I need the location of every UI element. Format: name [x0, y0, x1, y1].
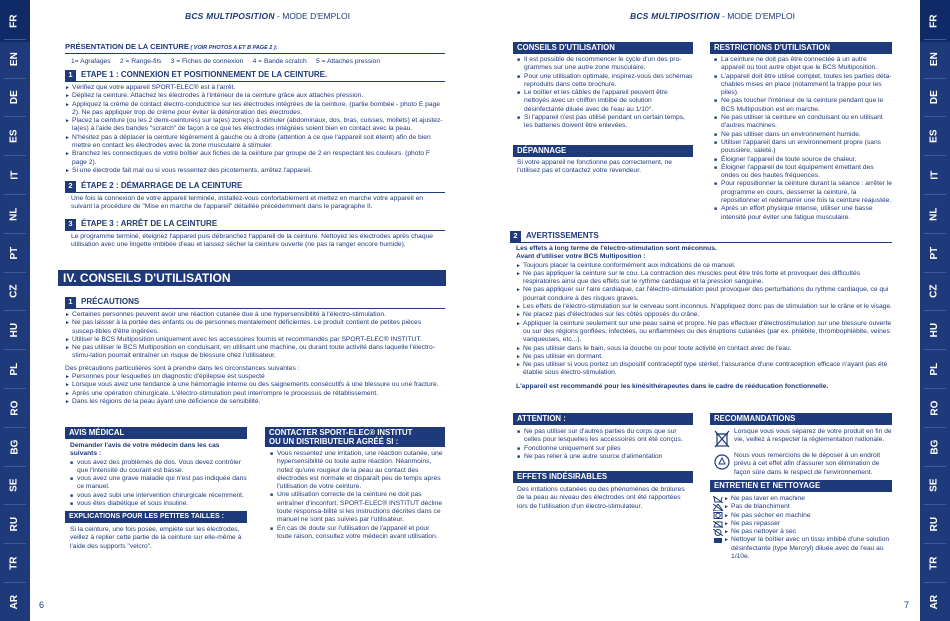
language-tab-label: PL [8, 362, 20, 376]
tab-divider [924, 116, 946, 117]
language-tab-ar[interactable] [0, 582, 30, 621]
tab-divider [4, 233, 26, 234]
language-tab-cz[interactable] [0, 272, 30, 312]
attention-list [513, 428, 693, 461]
tab-divider [924, 155, 946, 156]
list-item: ► Toujours placer la ceinture conformément aux indications de ce manuel. [516, 262, 892, 270]
list-item: ■ Après un effort physique intense, utiliser une basse intensité pour éviter une fatigue musculaire. [714, 205, 892, 222]
list-item: ■ Si l'appareil n'est pas utilisé pendant un certain temps, les batteries doivent être enlevées. [517, 114, 693, 131]
language-tab-label: DE [8, 90, 20, 105]
list-item: ■ Le boîtier et les câbles de l'appareil peuvent être nettoyés avec un chiffon imbibé de solution désinfectante diluée avec de l'eau au 1/10°. [517, 89, 693, 114]
language-tab-label: FR [928, 14, 940, 28]
step2-section [65, 181, 445, 212]
tab-divider [924, 194, 946, 195]
avertissements-section [510, 231, 892, 391]
list-item: ► Nettoyer le boîtier avec un tissu imbibé d'une solution désinfectante (type Mercryl) diluée avec de l'eau au 1/10e. [724, 536, 892, 561]
list-item: ■ vous avez une grave maladie qui n'est pas indiquée dans ce manuel. [70, 475, 247, 492]
step3-text: Le programme terminé, éteignez l'appareil puis débranchez l'appareil de la ceinture. Nettoyez les électrodes après chaque utilisation avec une lingette imbibée d'eau et laissez sécher la ceinture ouverte (ne pas la ranger encore humide). [71, 233, 434, 249]
list-item: ► Appliquez la crème de contact électro-conductrice sur les électrodes intégrées de la ceinture. (partie bombée - photo E page 2). Ne pas appliquer trop de crème pour éviter la détérioration des électrodes. [65, 101, 445, 118]
avertissements-lead-1: Les effets à long terme de l'électro-stimulation sont méconnus. [516, 245, 717, 252]
effets-text: Des irritations cutanées ou des phénomènes de brûlures de la peau au niveau des électrodes ont été rapportées lors de l'utilisation d'un électro-stimulateur. [517, 486, 685, 510]
list-item: ► Pas de blanchiment [724, 503, 892, 511]
tab-divider [924, 233, 946, 234]
language-tab-label: AR [928, 594, 940, 610]
language-tab-label: SE [8, 478, 20, 493]
list-item: ► Ne pas laver en machine [724, 495, 892, 503]
entretien-title: ENTRETIEN ET NETTOYAGE [710, 480, 892, 492]
presentation-section [65, 42, 445, 66]
step1-list [65, 84, 445, 175]
tab-divider [924, 39, 946, 40]
page-header-right: BCS MULTIPOSITION - MODE D'EMPLOI [630, 11, 795, 21]
list-item: ► Utiliser le BCS Multiposition uniquement avec les accessoires fournis et recommandés par SPORT-ELEC® INSTITUT. [65, 336, 445, 344]
tab-divider [924, 388, 946, 389]
tab-divider [4, 388, 26, 389]
conseils-title: CONSEILS D'UTILISATION [513, 42, 693, 54]
language-tab-se[interactable] [920, 466, 950, 506]
list-item: ► Ne pas laisser à la portée des enfants ou de personnes mentalement déficientes. Le produit contient de petites pièces suscep-tibles d'être ingérées. [65, 319, 445, 336]
list-item: ► Appliquer la ceinture seulement sur une peau saine et propre. Ne pas effectuer d'électrostimulation sur une blessure ouverte ou sur des régions gonflées, infectées, ou enflammées ou des éruptions cutanées (par ex. phlébite, thrombophlébite, veines variqueuses, etc...). [516, 320, 892, 345]
list-item: ► Ne pas appliquer sur l'aire cardiaque, car l'électro-stimulation peut provoquer des perturbations du rythme cardiaque, ce qui pourrait conduire à des risques graves. [516, 286, 892, 303]
petites-tailles-box [65, 511, 247, 551]
attention-box [513, 413, 693, 461]
list-item: ■ Éloigner l'appareil de toute source de chaleur. [714, 156, 892, 164]
list-item: ► N'hésitez pas à déplacer la ceinture légèrement à gauche ou à droite (attention à ce que l'appareil soit éteint) afin de bien mettre en contact les électrodes avec la zone musculaire à stimuler. [65, 134, 445, 151]
language-tab-label: BG [928, 439, 940, 455]
tab-divider [924, 310, 946, 311]
recommandations-text-1: Lorsque vous vous séparez de votre produit en fin de vie, veillez à respecter la réglementation nationale. [734, 428, 892, 444]
list-item: ■ Pour une utilisation optimale, inspirez-vous des schémas reproduits dans cette brochure. [517, 73, 693, 90]
list-item: ■ Une utilisation correcte de la ceinture ne doit pas entraîner d'inconfort. SPORT-ELEC® INSTITUT décline toute responsa-bilité si les instructions décrites dans ce manuel ne sont pas suivies par l'utilisateur. [270, 491, 445, 524]
contact-list [265, 450, 445, 541]
avis-medical-lead: Demander l'avis de votre médecin dans les cas suivants : [70, 442, 220, 458]
tab-divider [4, 349, 26, 350]
list-item: ► Ne pas utiliser en dormant. [516, 353, 892, 361]
language-tab-label: TR [8, 556, 20, 570]
tab-divider [4, 582, 26, 583]
language-tab-fr[interactable] [0, 0, 30, 42]
recommandations-body [710, 428, 892, 488]
tab-divider [4, 78, 26, 79]
tab-divider [4, 543, 26, 544]
language-tab-label: EN [8, 51, 20, 66]
language-tab-label: NL [928, 207, 940, 221]
list-item: ■ Ne pas utiliser sur d'autres parties du corps que sur celles pour lesquelles les accessoires ont été conçus. [517, 428, 693, 445]
list-item: ■ Il est possible de recommencer le cycle d'un des pro-grammes sur une autre zone musculaire. [517, 56, 693, 73]
list-item: ■ Fonctionne uniquement sur piles [517, 445, 693, 453]
list-item: ■ Ne pas utiliser la ceinture en conduisant ou en utilisant d'autres machines. [714, 114, 892, 131]
list-item: ► Certaines personnes peuvent avoir une réaction cutanée due à une hypersensibilité à l'électro-stimulation. [65, 311, 445, 319]
language-tab-tr[interactable] [0, 543, 30, 583]
list-item: ■ La ceinture ne doit pas être connectée à un autre appareil ou tout autre objet que le BCS Multiposition. [714, 56, 892, 73]
language-tab-it[interactable] [0, 155, 30, 195]
presentation-legend: 1= Agrafages 2 = Range-fils 3 = Fiches de connexion 4 = Bande scratch 5 = Attaches pression [71, 58, 381, 65]
language-tab-es[interactable] [0, 116, 30, 156]
crossed-bin-icon [714, 430, 730, 448]
precautions-title: PRÉCAUTIONS [81, 297, 140, 307]
step1-section [65, 70, 445, 175]
precautions-list [65, 311, 445, 361]
list-item: ► Dépliez la ceinture. Attachez les électrodes à l'intérieur de la ceinture grâce aux attaches pression. [65, 92, 445, 100]
recommandations-box [710, 413, 892, 488]
presentation-note: ( VOIR PHOTOS A ET B PAGE 2 ): [188, 45, 278, 51]
tab-divider [4, 194, 26, 195]
list-item: ► Les effets de l'électro-stimulation sur le cerveau sont inconnus. N'appliquez donc pas de stimulation sur le crâne et le visage. [516, 303, 892, 311]
attention-title: ATTENTION : [513, 413, 693, 425]
list-item: ■ Ne pas utiliser dans un environnement humide. [714, 131, 892, 139]
recycle-icon [714, 454, 730, 470]
step2-text: Une fois la connexion de votre appareil terminée, installez-vous confortablement et mettez en marche votre appareil en suivant la procédure de "Mise en marche de l'appareil" détaillée précédemment dans le paragraphe II. [71, 195, 424, 211]
list-item: ■ Ne pas relier à une autre source d'alimentation [517, 453, 693, 461]
language-tab-label: PT [8, 246, 20, 260]
language-tab-en[interactable] [0, 39, 30, 79]
petites-tailles-title: EXPLICATIONS POUR LES PETITES TAILLES : [65, 511, 247, 523]
step2-title: ÉTAPE 2 : DÉMARRAGE DE LA CEINTURE [81, 181, 243, 191]
language-tab-cz[interactable] [920, 272, 950, 312]
list-item: ► Dans les régions de la peau ayant une déficience de sensibilité. [65, 398, 445, 406]
tab-divider [4, 466, 26, 467]
language-tab-label: PL [928, 362, 940, 376]
page-number-right: 7 [904, 600, 910, 610]
language-tab-bg[interactable] [0, 427, 30, 467]
list-item: ► Personnes pour lesquelles un diagnostic d'épilepsie est suspecté [65, 373, 445, 381]
step3-title: ÉTAPE 3 : ARRÊT DE LA CEINTURE [81, 219, 218, 229]
language-tab-pl[interactable] [920, 349, 950, 389]
language-tab-label: HU [8, 323, 20, 338]
language-tab-label: ES [928, 129, 940, 144]
step1-heading [65, 70, 445, 82]
tab-divider [924, 78, 946, 79]
avertissements-heading [510, 231, 892, 243]
entretien-list [710, 495, 892, 561]
language-tab-label: RO [928, 400, 940, 416]
list-item: ► Ne pas repasser [724, 520, 892, 528]
language-tab-label: RU [928, 517, 940, 532]
tab-divider [924, 582, 946, 583]
step3-heading [65, 219, 445, 231]
language-tab-ar[interactable] [920, 582, 950, 621]
depannage-text: Si votre appareil ne fonctionne pas correctement, ne l'utilisez pas et contactez votre revendeur. [517, 159, 673, 175]
entretien-body [710, 495, 892, 561]
list-item: ► Ne placez pas d'électrodes sur les côtés opposés du crâne. [516, 311, 892, 319]
tab-divider [924, 543, 946, 544]
language-tab-ro[interactable] [0, 388, 30, 428]
list-item: ► Ne pas utiliser le BCS Multiposition en conduisant, en utilisant une machine, ou durant toute activité dans laquelle l'électro-stimu-lation pourrait entraîner un risque de blessure chez l'utilisateur. [65, 344, 445, 361]
conseils-list [513, 56, 693, 131]
tab-divider [4, 272, 26, 273]
list-item: ■ En cas de doute sur l'utilisation de l'appareil et pour toute raison, consultez votre médecin avant utilisation. [270, 525, 445, 542]
list-item: ► Vérifiez que votre appareil SPORT-ELEC® est à l'arrêt. [65, 84, 445, 92]
presentation-title: PRÉSENTATION DE LA CEINTURE [65, 42, 189, 51]
depannage-box [513, 145, 693, 176]
recommandations-text-2: Nous vous remercions de le déposer à un endroit prévu à cet effet afin d'assurer son élimination de façon sûre dans le respect de l'environnement. [734, 452, 881, 476]
step2-number: 2 [65, 181, 76, 192]
depannage-title: DÉPANNAGE [513, 145, 693, 157]
list-item: ■ vous avez subi une intervention chirurgicale récemment. [70, 492, 247, 500]
list-item: ■ vous avez des problèmes de dos. Vous devez contrôler que l'intensité du courant est basse. [70, 459, 247, 476]
contact-box [265, 427, 445, 541]
language-tab-label: RO [8, 400, 20, 416]
effets-title: EFFETS INDÉSIRABLES [513, 471, 693, 483]
tab-divider [4, 504, 26, 505]
language-tab-label: PT [928, 246, 940, 260]
language-tab-de[interactable] [0, 78, 30, 118]
language-tab-label: CZ [8, 284, 20, 299]
step1-number: 1 [65, 70, 76, 81]
language-tab-label: RU [8, 517, 20, 532]
language-tabs-right [920, 0, 950, 621]
precautions-number: 1 [65, 297, 76, 308]
language-tab-label: IT [8, 170, 20, 180]
precautions-section [65, 297, 445, 406]
tab-divider [924, 427, 946, 428]
language-tab-pt[interactable] [920, 233, 950, 273]
entretien-box [710, 480, 892, 561]
language-tab-hu[interactable] [0, 310, 30, 350]
list-item: ► Si une électrode fait mal ou si vous ressentez des picotements, arrêtez l'appareil. [65, 167, 445, 175]
language-tab-label: IT [928, 170, 940, 180]
language-tab-pl[interactable] [0, 349, 30, 389]
list-item: ■ Pour repositionner la ceinture durant la séance : arrêter le programme en cours, desserrer la ceinture, la repositionner et redémarrer une fois la ceinture réajustée. [714, 180, 892, 205]
language-tab-nl[interactable] [920, 194, 950, 234]
list-item: ► Ne pas nettoyer à sec [724, 528, 892, 536]
list-item: ► Ne pas utiliser si vous portez un dispositif contraceptif type stérilet, l'assurance d'une contraception efficace n'ayant pas été établie sous électro-stimulation. [516, 361, 892, 378]
language-tab-de[interactable] [920, 78, 950, 118]
recommandations-title: RECOMMANDATIONS [710, 413, 892, 425]
language-tab-es[interactable] [920, 116, 950, 156]
tab-divider [4, 39, 26, 40]
list-item: ■ Ne pas toucher l'intérieur de la ceinture pendant que le BCS Multiposition est en marche. [714, 97, 892, 114]
language-tab-label: BG [8, 439, 20, 455]
language-tab-label: AR [8, 594, 20, 610]
step3-section [65, 219, 445, 250]
language-tab-label: EN [928, 51, 940, 66]
tab-divider [924, 272, 946, 273]
language-tab-ru[interactable] [920, 504, 950, 544]
language-tab-bg[interactable] [920, 427, 950, 467]
step1-title: ETAPE 1 : CONNEXION ET POSITIONNEMENT DE LA CEINTURE. [81, 70, 328, 80]
language-tab-fr[interactable] [920, 0, 950, 42]
page-header-left: BCS MULTIPOSITION - MODE D'EMPLOI [185, 11, 350, 21]
list-item: ► Ne pas utiliser dans le bain, sous la douche ou pour toute activité en contact avec de l'eau. [516, 345, 892, 353]
language-tab-hu[interactable] [920, 310, 950, 350]
step2-heading [65, 181, 445, 193]
restrictions-box [710, 42, 892, 222]
language-tab-ro[interactable] [920, 388, 950, 428]
tab-divider [924, 466, 946, 467]
tab-divider [924, 349, 946, 350]
avertissements-lead-2: Avant d'utiliser votre BCS Multiposition : [516, 253, 646, 261]
list-item: ■ Éloigner l'appareil de tout équipement émettant des ondes ou des hautes fréquences. [714, 164, 892, 181]
page-number-left: 6 [39, 600, 45, 610]
language-tab-label: ES [8, 129, 20, 144]
restrictions-list [710, 56, 892, 222]
list-item: ■ Vous ressentez une irritation, une réaction cutanée, une hypersensibilité ou toute autre réaction. Néanmoins, notez qu'une rougeur de la peau au contact des électrodes est normale et disparaît peu de temps après l'utilisation de votre ceinture. [270, 450, 445, 491]
language-tab-nl[interactable] [0, 194, 30, 234]
contact-heading [265, 427, 445, 447]
avis-medical-list [65, 459, 247, 509]
list-item: ■ L'appareil doit être utilisé complet, toutes les parties déta-chables mises en place (notamment la trappe pour les piles). [714, 73, 892, 98]
section4-title: IV. CONSEILS D'UTILISATION [58, 270, 446, 286]
step3-number: 3 [65, 219, 76, 230]
language-tab-label: TR [928, 556, 940, 570]
avertissements-footer: L'appareil est recommandé pour les kinésithérapeutes dans le cadre de rééducation fonctionnelle. [516, 382, 829, 390]
language-tab-se[interactable] [0, 466, 30, 506]
effets-box [513, 471, 693, 511]
language-tab-tr[interactable] [920, 543, 950, 583]
language-tabs-left [0, 0, 30, 621]
language-tab-ru[interactable] [0, 504, 30, 544]
presentation-heading [65, 42, 445, 54]
language-tab-label: DE [928, 90, 940, 105]
avertissements-number: 2 [510, 231, 521, 242]
list-item: ► Placez la ceinture (ou les 2 demi-ceintures) sur la(es) zone(s) à stimuler (abdominaux, dos, bras, cuisses, mollets) et ajustez-la(es) à l'aide des bandes "scratch" de façon à ce que les électrodes intégrées soient bien en contact avec la peau. [65, 117, 445, 134]
list-item: ► Ne pas sécher en machine [724, 512, 892, 520]
language-tab-label: CZ [928, 284, 940, 299]
section4-heading [58, 270, 446, 286]
list-item: ► Ne pas appliquer la ceinture sur le cou. La contraction des muscles peut être très forte et provoquer des difficultés respiratoires ainsi que des effets sur le rythme cardiaque et la pression sanguine. [516, 270, 892, 287]
tab-divider [4, 310, 26, 311]
conseils-box [513, 42, 693, 131]
language-tab-pt[interactable] [0, 233, 30, 273]
avis-medical-box [65, 427, 247, 508]
precautions-list-2 [65, 373, 445, 406]
list-item: ► Lorsque vous avez une tendance à une hémorragie interne ou des saignements consécutifs à une blessure ou une fracture. [65, 381, 445, 389]
contact-title-2: OU UN DISTRIBUTEUR AGRÉÉ SI : [269, 437, 399, 446]
language-tab-it[interactable] [920, 155, 950, 195]
avertissements-title: AVERTISSEMENTS [526, 231, 599, 241]
language-tab-label: HU [928, 323, 940, 338]
avertissements-list [510, 262, 892, 378]
list-item: ■ Utiliser l'appareil dans un environnement propre (sans poussière, saleté.) [714, 139, 892, 156]
precautions-intro: Des précautions particulières sont à prendre dans les circonstances suivantes : [65, 364, 300, 372]
restrictions-title: RESTRICTIONS D'UTILISATION [710, 42, 892, 54]
petites-tailles-text: Si la ceinture, une fois posée, empiète sur les électrodes, veillez à replier cette partie de la ceinture sur elle-même à l'aide des supports "velcro". [70, 526, 242, 550]
tab-divider [4, 116, 26, 117]
language-tab-label: NL [8, 207, 20, 221]
avis-medical-title: AVIS MÉDICAL [65, 427, 247, 439]
language-tab-label: SE [928, 478, 940, 493]
list-item: ■ vous êtes diabétique et sous insuline. [70, 500, 247, 508]
language-tab-label: FR [8, 14, 20, 28]
tab-divider [4, 155, 26, 156]
precautions-heading [65, 297, 445, 309]
contact-title-1: CONTACTER SPORT-ELEC® INSTITUT [269, 428, 413, 437]
list-item: ► Branchez les connectiques de votre boîtier aux fiches de la ceinture par groupe de 2 en respectant les couleurs. (photo F page 2). [65, 150, 445, 167]
language-tab-en[interactable] [920, 39, 950, 79]
tab-divider [924, 504, 946, 505]
list-item: ► Après une opération chirurgicale. L'électro-stimulation peut interrompre le processus de rétablissement. [65, 390, 445, 398]
tab-divider [4, 427, 26, 428]
